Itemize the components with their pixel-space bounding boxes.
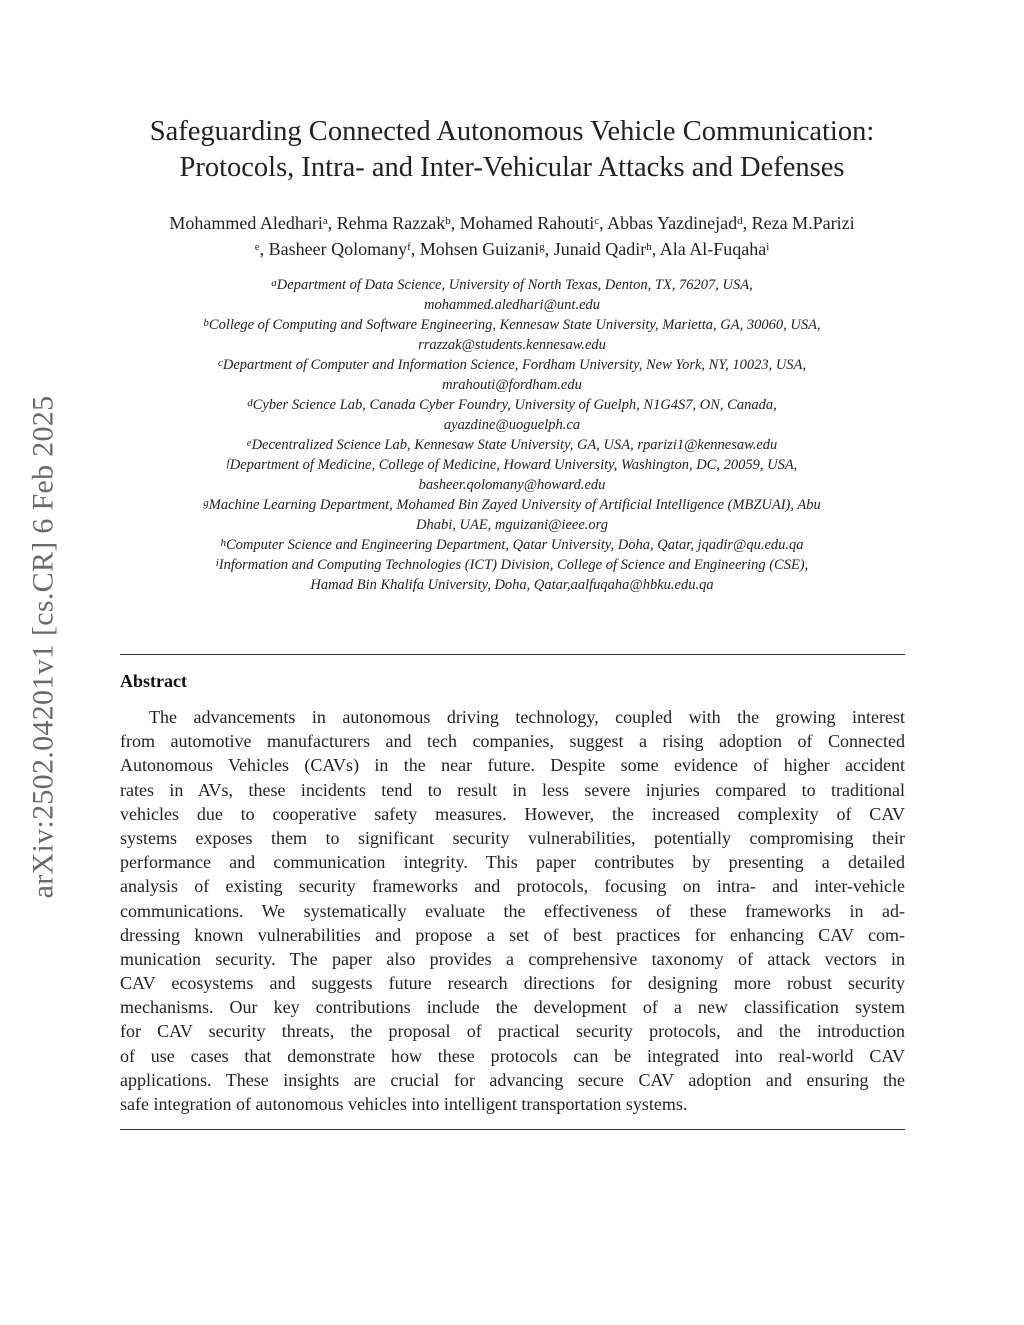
- affiliation-g: [112, 495, 912, 515]
- affiliation-sup: b: [203, 317, 209, 329]
- author-name: Junaid Qadir: [553, 239, 647, 259]
- affiliation-text: College of Computing and Software Engineering, Kennesaw State University, Marietta, GA, 30060, USA,: [208, 317, 821, 333]
- abstract-line: systems exposes them to significant security vulnerabilities, potentially compromising their: [120, 827, 905, 848]
- affiliation-a-cont: mohammed.aledhari@unt.edu: [423, 297, 601, 313]
- arxiv-stamp: [14, 362, 72, 932]
- author-sup: g: [539, 241, 545, 253]
- paper-title: [120, 114, 904, 186]
- abstract-line: safe integration of autonomous vehicles into intelligent transportation systems.: [120, 1094, 688, 1114]
- affiliation-text: Information and Computing Technologies (ICT) Division, College of Science and Engineering (CSE),: [218, 557, 809, 573]
- author-sup: i: [766, 241, 770, 253]
- affiliation-sup: i: [215, 557, 219, 569]
- affiliation-f-cont: basheer.qolomany@howard.edu: [418, 477, 606, 493]
- affiliation-text: Decentralized Science Lab, Kennesaw State University, GA, USA, rparizi1@kennesaw.edu: [251, 437, 778, 453]
- author-name: Mohammed Aledhari: [169, 213, 323, 233]
- abstract-line: analysis of existing security frameworks and protocols, focusing on intra- and inter-vehicle: [120, 876, 905, 897]
- abstract-line: for CAV security threats, the proposal of practical security protocols, and the introduction: [120, 1021, 905, 1042]
- author-line-2: $^e$, Basheer Qolomany$^f$, Mohsen Guizani$^g$, Junaid Qadir$^h$, Ala Al-Fuqaha$^i$: [254, 239, 770, 259]
- abstract-top-rule: [120, 654, 905, 655]
- abstract-line: from automotive manufacturers and tech companies, suggest a rising adoption of Connected: [120, 731, 905, 752]
- affiliation-text: Department of Computer and Information Science, Fordham University, New York, NY, 10023, USA,: [222, 357, 807, 373]
- affiliation-e: [112, 435, 912, 455]
- abstract-line: Autonomous Vehicles (CAVs) in the near future. Despite some evidence of higher accident: [120, 755, 905, 776]
- affiliation-sup: h: [220, 537, 226, 549]
- author-sup: f: [407, 241, 411, 253]
- author-name: Rehma Razzak: [336, 213, 446, 233]
- affiliation-sup: g: [203, 497, 209, 509]
- abstract-line: rates in AVs, these incidents tend to result in less severe injuries compared to traditional: [120, 779, 905, 800]
- title-line-1: Safeguarding Connected Autonomous Vehicle Communication:: [149, 116, 875, 147]
- affiliation-text: Computer Science and Engineering Department, Qatar University, Doha, Qatar, jqadir@qu.edu.qa: [225, 537, 804, 553]
- abstract-line: of use cases that demonstrate how these protocols can be integrated into real-world CAV: [120, 1045, 905, 1066]
- author-sup: a: [322, 215, 328, 227]
- author-line-1: Mohammed Aledhari$^a$, Rehma Razzak$^b$, Mohamed Rahouti$^c$, Abbas Yazdinejad$^d$, Reza M.Parizi: [169, 213, 855, 233]
- affiliation-sup: c: [217, 357, 223, 369]
- author-name: Mohsen Guizani: [419, 239, 540, 259]
- affiliation-i-cont: Hamad Bin Khalifa University, Doha, Qatar,aalfuqaha@hbku.edu.qa: [310, 577, 714, 593]
- affiliation-sup: d: [247, 397, 253, 409]
- affiliation-text: Department of Data Science, University of North Texas, Denton, TX, 76207, USA,: [276, 277, 753, 293]
- author-list: [120, 210, 904, 262]
- author-name: Abbas Yazdinejad: [607, 213, 738, 233]
- affiliation-d: [112, 395, 912, 415]
- affiliation-a: [112, 275, 912, 295]
- affiliation-sup: e: [246, 437, 252, 449]
- author-sup: e: [254, 241, 260, 253]
- affiliation-c-cont: mrahouti@fordham.edu: [442, 377, 582, 393]
- author-sup: c: [594, 215, 600, 227]
- affiliation-sup: f: [226, 457, 230, 469]
- author-name: Ala Al-Fuqaha: [659, 239, 767, 259]
- affiliation-text: Department of Medicine, College of Medicine, Howard University, Washington, DC, 20059, USA,: [229, 457, 798, 473]
- author-sup: b: [445, 215, 451, 227]
- author-sup: h: [646, 241, 652, 253]
- abstract-line: mechanisms. Our key contributions include the development of a new classification system: [120, 997, 905, 1018]
- affiliation-list: [112, 275, 912, 595]
- affiliation-text: Cyber Science Lab, Canada Cyber Foundry, University of Guelph, N1G4S7, ON, Canada,: [252, 397, 777, 413]
- abstract-line: vehicles due to cooperative safety measures. However, the increased complexity of CAV: [120, 803, 905, 824]
- affiliation-g-cont: Dhabi, UAE, mguizani@ieee.org: [415, 517, 608, 533]
- abstract-line: performance and communication integrity. This paper contributes by presenting a detailed: [120, 852, 905, 873]
- abstract-line: dressing known vulnerabilities and propose a set of best practices for enhancing CAV com-: [120, 924, 905, 945]
- affiliation-text: Machine Learning Department, Mohamed Bin Zayed University of Artificial Intelligence (MBZUAI), Abu: [208, 497, 821, 513]
- abstract-bottom-rule: [120, 1129, 905, 1130]
- affiliation-h: [112, 535, 912, 555]
- abstract-line: The advancements in autonomous driving technology, coupled with the growing interest: [149, 707, 905, 727]
- affiliation-d-cont: ayazdine@uoguelph.ca: [443, 417, 581, 433]
- affiliation-sup: a: [271, 277, 277, 289]
- author-name: Mohamed Rahouti: [459, 213, 595, 233]
- abstract-line: communications. We systematically evaluate the effectiveness of these frameworks in ad-: [120, 900, 905, 921]
- abstract-line: applications. These insights are crucial for advancing secure CAV adoption and ensuring the: [120, 1069, 905, 1090]
- affiliation-c: [112, 355, 912, 375]
- affiliation-i: [112, 555, 912, 575]
- affiliation-f: [112, 455, 912, 475]
- abstract-body: [120, 705, 905, 1116]
- abstract-heading: Abstract: [120, 671, 187, 691]
- title-line-2: Protocols, Intra- and Inter-Vehicular Attacks and Defenses: [179, 152, 845, 183]
- arxiv-stamp-text: arXiv:2502.04201v1 [cs.CR] 6 Feb 2025: [26, 395, 60, 899]
- author-name: Reza M.Parizi: [751, 213, 855, 233]
- author-sup: d: [737, 215, 743, 227]
- affiliation-b: [112, 315, 912, 335]
- affiliation-b-cont: rrazzak@students.kennesaw.edu: [418, 337, 606, 353]
- author-name: Basheer Qolomany: [268, 239, 408, 259]
- abstract-line: CAV ecosystems and suggests future research directions for designing more robust security: [120, 973, 905, 994]
- abstract-line: munication security. The paper also provides a comprehensive taxonomy of attack vectors in: [120, 948, 905, 969]
